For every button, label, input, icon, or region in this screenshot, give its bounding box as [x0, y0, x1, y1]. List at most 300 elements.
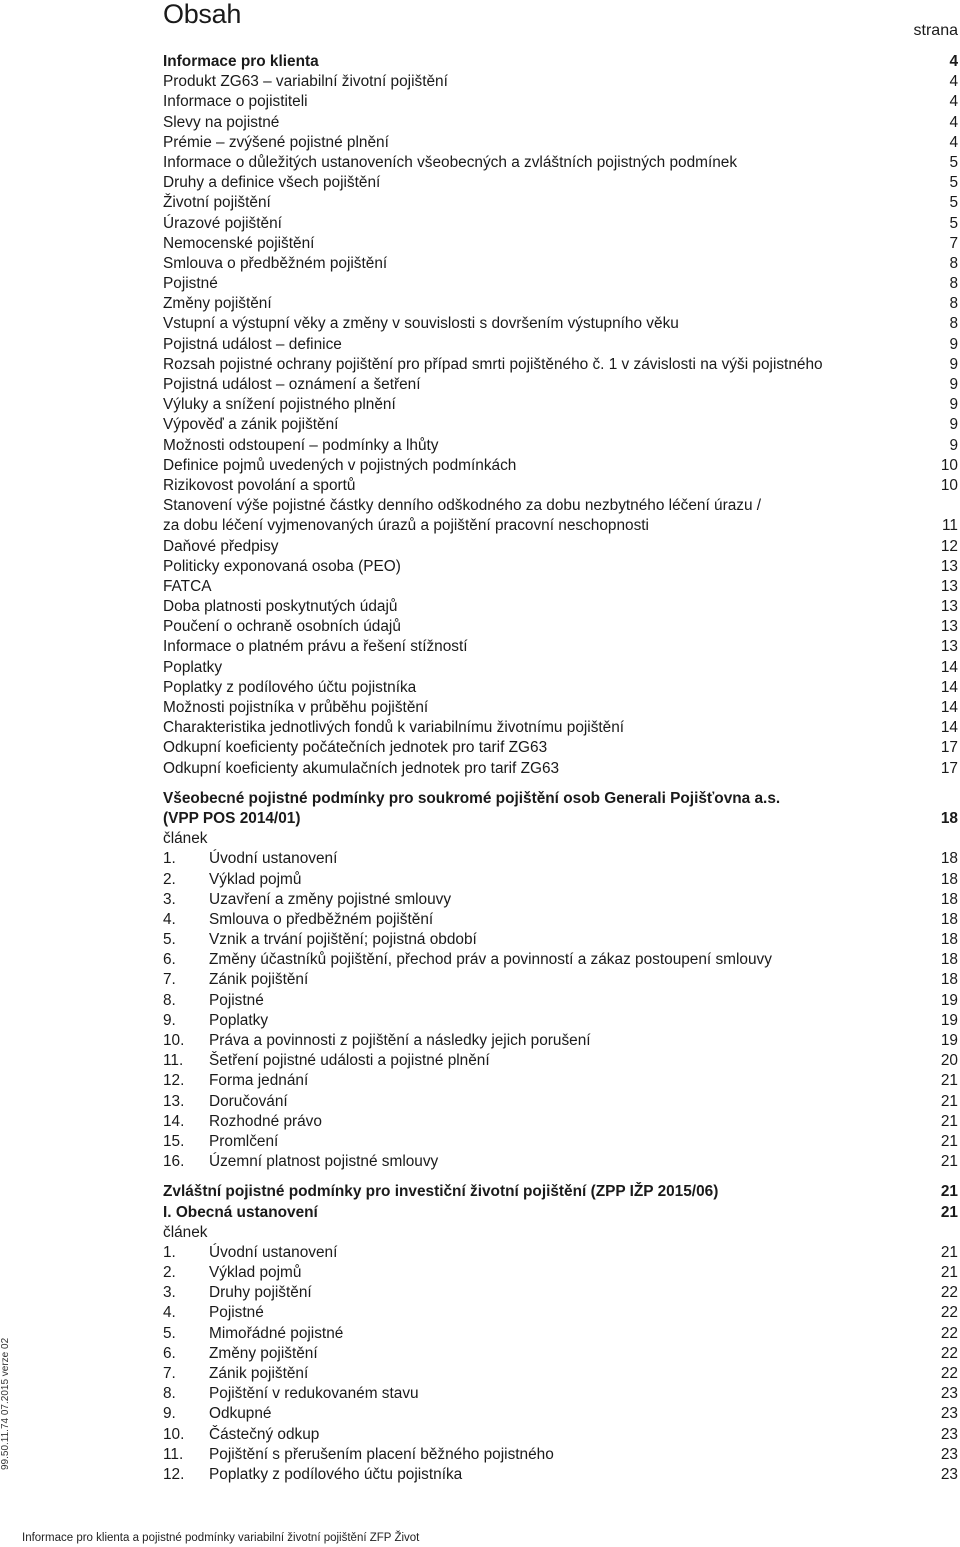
article-number: 16. — [163, 1153, 185, 1171]
toc-entry-text: Pojistné — [209, 1304, 264, 1322]
toc-entry — [163, 1283, 958, 1303]
toc-entry-title — [163, 950, 931, 970]
toc-entry-title — [163, 153, 939, 173]
article-number: 7. — [163, 1365, 176, 1382]
page-number: 22 — [940, 1365, 958, 1382]
page-number: 18 — [940, 870, 958, 888]
article-number: 15. — [163, 1132, 185, 1150]
toc-entry-text: Mimořádné pojistné — [209, 1324, 344, 1342]
toc-entry-text: Pojištění v redukovaném stavu — [209, 1385, 419, 1403]
toc-entry-text: Daňové předpisy — [163, 537, 279, 555]
page-number: 14 — [940, 658, 958, 676]
toc-entry-title — [163, 557, 931, 577]
toc-entry-text: Uzavření a změny pojistné smlouvy — [209, 890, 452, 908]
toc-entry-text: Druhy a definice všech pojištění — [163, 174, 381, 192]
toc-entry-title — [163, 254, 939, 274]
article-number: 3. — [163, 890, 176, 908]
toc-entry-text: Územní platnost pojistné smlouvy — [209, 1153, 439, 1171]
page-number: 18 — [940, 910, 958, 928]
toc-entry — [163, 254, 958, 274]
page-number: 9 — [949, 376, 958, 393]
toc-entry-title — [163, 516, 932, 536]
toc-entry-title — [163, 214, 939, 234]
toc-entry — [163, 294, 958, 314]
toc-entry-title — [163, 173, 939, 193]
article-number: 4. — [163, 1304, 176, 1322]
toc-entry — [163, 355, 958, 375]
section-heading-text: Všeobecné pojistné podmínky pro soukromé pojištění osob Generali Pojišťovna a.s. — [163, 789, 781, 807]
page-number: 18 — [940, 951, 958, 969]
toc-entry — [163, 759, 958, 779]
section-heading — [163, 809, 958, 829]
article-number: 11. — [163, 1445, 184, 1463]
toc-entry-text: Pojistné — [209, 991, 264, 1009]
toc-entry-title — [163, 738, 931, 758]
toc-entry-text: FATCA — [163, 577, 212, 595]
toc-entry-title — [163, 1152, 931, 1172]
toc-entry-text: Změny účastníků pojištění, přechod práv a povinností a zákaz postoupení smlouvy — [209, 951, 772, 969]
page-number: 23 — [940, 1445, 958, 1463]
toc-entry-title — [163, 1465, 931, 1485]
toc-entry — [163, 557, 958, 577]
toc-entry-title — [163, 133, 939, 153]
toc-entry — [163, 496, 958, 516]
section-heading-text: (VPP POS 2014/01) — [163, 809, 301, 827]
toc-entry-text: Informace o důležitých ustanoveních všeobecných a zvláštních pojistných podmínek — [163, 153, 738, 171]
article-number: 10. — [163, 1032, 185, 1049]
section-heading — [163, 789, 958, 809]
article-number: 12. — [163, 1465, 185, 1483]
toc-entry-text: Výklad pojmů — [209, 1264, 302, 1282]
page-number: 21 — [940, 1203, 958, 1221]
page-number: 4 — [949, 133, 958, 151]
article-number: 2. — [163, 1264, 176, 1282]
article-number: 13. — [163, 1092, 185, 1110]
page-number: 22 — [940, 1324, 958, 1342]
toc-entry — [163, 92, 958, 112]
toc-entry-title — [163, 335, 939, 355]
page-number: 20 — [940, 1052, 958, 1070]
toc-entry-text: Politicky exponovaná osoba (PEO) — [163, 557, 401, 575]
toc-entry-text: Poučení o ochraně osobních údajů — [163, 618, 401, 636]
toc-entry — [163, 1344, 958, 1364]
toc-entry-title — [163, 1445, 931, 1465]
article-label-text: článek — [163, 830, 208, 848]
toc-entry — [163, 870, 958, 890]
page-number: 10 — [940, 476, 958, 494]
toc-entry — [163, 991, 958, 1011]
toc-entry-text: Pojištění s přerušením placení běžného pojistného — [209, 1445, 554, 1463]
toc-entry-title — [163, 92, 939, 112]
toc-entry-title — [163, 234, 939, 254]
toc-entry-title — [163, 991, 931, 1011]
toc-entry — [163, 395, 958, 415]
page-number: 18 — [940, 850, 958, 868]
page-number: 19 — [940, 991, 958, 1009]
article-number: 7. — [163, 971, 176, 989]
toc-entry-title — [163, 294, 939, 314]
page-number: 18 — [940, 971, 958, 989]
toc-entry-title — [163, 415, 939, 435]
toc-entry — [163, 516, 958, 536]
toc-entry-title — [163, 1071, 931, 1091]
toc-entry — [163, 910, 958, 930]
toc-entry-text: Druhy pojištění — [209, 1284, 312, 1302]
toc-entry — [163, 738, 958, 758]
page-number: 21 — [940, 1153, 958, 1171]
article-number: 10. — [163, 1425, 185, 1443]
toc-entry-text: Výluky a snížení pojistného plnění — [163, 396, 396, 414]
toc-entry — [163, 72, 958, 92]
toc-entry-title — [163, 355, 939, 375]
toc-entry-title — [163, 193, 939, 213]
toc-entry — [163, 637, 958, 657]
page-number: 8 — [949, 295, 958, 313]
toc-entry — [163, 415, 958, 435]
page-number: 13 — [940, 618, 958, 636]
article-number: 8. — [163, 991, 176, 1009]
page-number: 21 — [940, 1243, 958, 1261]
toc-section — [163, 1182, 958, 1485]
toc-entry — [163, 1243, 958, 1263]
toc-entry-title — [163, 970, 931, 990]
toc-entry-text: Informace o pojistiteli — [163, 93, 308, 111]
page-number: 9 — [949, 416, 958, 434]
toc-entry-text: Životní pojištění — [163, 194, 271, 212]
toc-entry — [163, 1031, 958, 1051]
toc-entry — [163, 597, 958, 617]
page-number: 8 — [949, 315, 958, 333]
article-number: 5. — [163, 931, 176, 949]
toc-entry-text: Nemocenské pojištění — [163, 234, 315, 252]
page-number: 5 — [949, 153, 958, 171]
toc-entry-text: Charakteristika jednotlivých fondů k variabilnímu životnímu pojištění — [163, 719, 625, 737]
article-number: 3. — [163, 1284, 176, 1302]
section-heading-text: Zvláštní pojistné podmínky pro investiční životní pojištění (ZPP IŽP 2015/06) — [163, 1183, 719, 1201]
toc-entry-title — [163, 1364, 931, 1384]
toc-entry-text: Práva a povinnosti z pojištění a následky jejich porušení — [209, 1032, 591, 1049]
page-number: 19 — [940, 1011, 958, 1029]
toc-entry — [163, 476, 958, 496]
toc-entry — [163, 950, 958, 970]
toc-entry — [163, 617, 958, 637]
toc-entry — [163, 314, 958, 334]
toc-entry — [163, 718, 958, 738]
section-heading-text: I. Obecná ustanovení — [163, 1203, 318, 1221]
page-number: 14 — [940, 719, 958, 737]
toc-entry-title — [163, 890, 931, 910]
article-number: 1. — [163, 850, 176, 868]
toc-entry-text: Částečný odkup — [209, 1425, 320, 1443]
toc-entry-title — [163, 436, 939, 456]
toc-entry — [163, 1152, 958, 1172]
page-number: 4 — [949, 53, 958, 70]
article-label-text: článek — [163, 1223, 208, 1241]
toc-entry-text: Forma jednání — [209, 1072, 309, 1090]
toc-entry — [163, 173, 958, 193]
article-number: 6. — [163, 951, 176, 969]
page-number: 19 — [940, 1032, 958, 1049]
toc-entry — [163, 456, 958, 476]
toc-entry-text: Pojistná událost – oznámení a šetření — [163, 376, 421, 393]
toc-entry-text: Doba platnosti poskytnutých údajů — [163, 598, 398, 616]
toc-entry-text: Úrazové pojištění — [163, 214, 282, 232]
article-number: 8. — [163, 1385, 176, 1403]
toc-entry-text: Poplatky — [163, 658, 223, 676]
toc-entry — [163, 890, 958, 910]
toc-entry-title — [163, 1404, 931, 1424]
toc-entry-text: Odkupné — [209, 1405, 272, 1423]
toc-entry-text: Šetření pojistné události a pojistné plnění — [209, 1052, 490, 1070]
toc-entry-title — [163, 1011, 931, 1031]
page-number: 23 — [940, 1465, 958, 1483]
toc-entry — [163, 153, 958, 173]
toc-entry — [163, 335, 958, 355]
page-number: 18 — [940, 890, 958, 908]
page-number: 5 — [949, 194, 958, 212]
toc-entry-title — [163, 395, 939, 415]
page-number: 9 — [949, 436, 958, 454]
toc-entry-text: Vstupní a výstupní věky a změny v souvislosti s dovršením výstupního věku — [163, 315, 679, 333]
table-of-contents — [163, 52, 958, 1495]
page-number: 9 — [949, 355, 958, 373]
toc-entry — [163, 849, 958, 869]
toc-entry-title — [163, 930, 931, 950]
page-column-label: strana — [913, 22, 958, 39]
toc-entry-text: Prémie – zvýšené pojistné plnění — [163, 133, 389, 151]
page-number: 8 — [949, 254, 958, 272]
toc-entry — [163, 274, 958, 294]
toc-entry-text: Rizikovost povolání a sportů — [163, 476, 356, 494]
toc-entry-title — [163, 617, 931, 637]
toc-entry-text: Úvodní ustanovení — [209, 1243, 338, 1261]
toc-entry — [163, 1112, 958, 1132]
toc-entry — [163, 193, 958, 213]
page-number: 17 — [940, 759, 958, 777]
toc-entry-title — [163, 375, 939, 395]
page-number: 5 — [949, 174, 958, 192]
article-number: 4. — [163, 910, 176, 928]
toc-entry — [163, 1132, 958, 1152]
page-number: 22 — [940, 1304, 958, 1322]
toc-entry — [163, 577, 958, 597]
toc-entry-title — [163, 1303, 931, 1323]
toc-entry — [163, 1364, 958, 1384]
toc-entry-title — [163, 314, 939, 334]
article-number: 9. — [163, 1011, 176, 1029]
page-number: 10 — [940, 456, 958, 474]
page-number: 21 — [940, 1132, 958, 1150]
toc-entry-text: Pojistná událost – definice — [163, 335, 342, 353]
article-number: 11. — [163, 1052, 184, 1070]
toc-entry — [163, 1384, 958, 1404]
toc-entry-text: Promlčení — [209, 1132, 279, 1150]
toc-entry-text: Pojistné — [163, 275, 218, 293]
toc-entry-title — [163, 496, 948, 516]
toc-entry-text: Stanovení výše pojistné částky denního odškodného za dobu nezbytného léčení úrazu / — [163, 497, 762, 515]
page-number: 11 — [942, 517, 958, 535]
toc-entry-text: Smlouva o předběžném pojištění — [163, 254, 388, 272]
toc-entry — [163, 375, 958, 395]
toc-entry-text: Rozsah pojistné ochrany pojištění pro případ smrti pojištěného č. 1 v závislosti na výši pojistného — [163, 355, 823, 373]
toc-entry-title — [163, 637, 931, 657]
toc-entry — [163, 1071, 958, 1091]
toc-entry-text: Zánik pojištění — [209, 971, 309, 989]
toc-entry-title — [163, 1324, 931, 1344]
toc-entry-title — [163, 1384, 931, 1404]
toc-entry-title — [163, 678, 931, 698]
toc-entry-text: Změny pojištění — [163, 295, 272, 313]
toc-entry-text: Možnosti odstoupení – podmínky a lhůty — [163, 436, 439, 454]
page-number: 23 — [940, 1385, 958, 1403]
toc-entry-text: Úvodní ustanovení — [209, 850, 338, 868]
toc-entry — [163, 970, 958, 990]
page-number: 4 — [949, 113, 958, 131]
section-heading-text: Informace pro klienta — [163, 53, 319, 70]
article-number: 9. — [163, 1405, 176, 1423]
toc-entry-text: Výpověď a zánik pojištění — [163, 416, 339, 434]
toc-entry — [163, 1303, 958, 1323]
page-number: 13 — [940, 557, 958, 575]
toc-entry-title — [163, 910, 931, 930]
toc-entry — [163, 1011, 958, 1031]
page-number: 22 — [940, 1344, 958, 1362]
toc-entry — [163, 930, 958, 950]
toc-entry-title — [163, 1132, 931, 1152]
toc-entry-text: Výklad pojmů — [209, 870, 302, 888]
toc-entry — [163, 214, 958, 234]
page-number: 4 — [949, 93, 958, 111]
toc-entry-text: Poplatky — [209, 1011, 269, 1029]
page-number: 13 — [940, 638, 958, 656]
toc-entry-title — [163, 870, 931, 890]
toc-entry-title — [163, 597, 931, 617]
toc-entry — [163, 113, 958, 133]
toc-entry — [163, 234, 958, 254]
toc-entry — [163, 1425, 958, 1445]
toc-entry-text: Definice pojmů uvedených v pojistných podmínkách — [163, 456, 517, 474]
section-heading — [163, 1182, 958, 1202]
article-number: 1. — [163, 1243, 176, 1261]
toc-entry-title — [163, 1031, 931, 1051]
toc-entry-title — [163, 849, 931, 869]
toc-entry — [163, 698, 958, 718]
toc-entry-text: Rozhodné právo — [209, 1112, 322, 1130]
toc-entry-text: za dobu léčení vyjmenovaných úrazů a pojištění pracovní neschopnosti — [163, 517, 649, 535]
page-number: 8 — [949, 275, 958, 293]
toc-entry-text: Vznik a trvání pojištění; pojistná období — [209, 931, 477, 949]
toc-entry-text: Změny pojištění — [209, 1344, 318, 1362]
toc-entry — [163, 1263, 958, 1283]
toc-entry — [163, 537, 958, 557]
page-number: 23 — [940, 1425, 958, 1443]
page-number: 13 — [940, 577, 958, 595]
toc-entry-text: Zánik pojištění — [209, 1365, 309, 1382]
article-label — [163, 829, 958, 849]
page-number: 4 — [949, 73, 958, 91]
toc-entry-title — [163, 476, 931, 496]
toc-entry-text: Produkt ZG63 – variabilní životní pojištění — [163, 73, 448, 91]
page-number: 21 — [940, 1264, 958, 1282]
page-number: 13 — [940, 598, 958, 616]
toc-entry-title — [163, 537, 931, 557]
toc-entry-title — [163, 274, 939, 294]
toc-entry — [163, 1465, 958, 1485]
page-number: 17 — [940, 739, 958, 757]
footer-text: Informace pro klienta a pojistné podmínky variabilní životní pojištění ZFP Život — [22, 1532, 420, 1544]
section-heading — [163, 1203, 958, 1223]
page-number: 21 — [940, 1183, 958, 1201]
toc-entry-title — [163, 577, 931, 597]
page-number: 21 — [940, 1072, 958, 1090]
toc-entry-text: Slevy na pojistné — [163, 113, 280, 131]
page-number: 23 — [940, 1405, 958, 1423]
page-number: 14 — [940, 699, 958, 716]
page-number: 21 — [940, 1112, 958, 1130]
article-number: 2. — [163, 870, 176, 888]
article-label — [163, 1223, 958, 1243]
toc-entry-title — [163, 658, 931, 678]
toc-entry-title — [163, 1283, 931, 1303]
toc-entry-title — [163, 1051, 931, 1071]
toc-section — [163, 52, 958, 779]
toc-entry-title — [163, 72, 939, 92]
toc-entry-title — [163, 456, 931, 476]
toc-entry — [163, 1324, 958, 1344]
toc-entry-title — [163, 1243, 931, 1263]
toc-entry-title — [163, 1425, 931, 1445]
article-number: 12. — [163, 1072, 185, 1090]
toc-entry-title — [163, 113, 939, 133]
toc-entry — [163, 1445, 958, 1465]
toc-entry-text: Smlouva o předběžném pojištění — [209, 910, 434, 928]
page-number: 22 — [940, 1284, 958, 1302]
page-number: 9 — [949, 396, 958, 414]
side-code: 99.50.11.74 07.2015 verze 02 — [0, 1337, 11, 1470]
section-heading — [163, 52, 958, 72]
page-number: 21 — [940, 1092, 958, 1110]
toc-entry-title — [163, 1263, 931, 1283]
toc-entry-title — [163, 1112, 931, 1132]
article-number: 14. — [163, 1112, 185, 1130]
page-number: 18 — [940, 931, 958, 949]
toc-entry-text: Poplatky z podílového účtu pojistníka — [163, 678, 417, 696]
toc-entry-title — [163, 698, 931, 718]
toc-entry-text: Doručování — [209, 1092, 288, 1110]
toc-entry-text: Informace o platném právu a řešení stížností — [163, 638, 468, 656]
toc-entry-title — [163, 1344, 931, 1364]
toc-entry — [163, 133, 958, 153]
toc-entry-text: Možnosti pojistníka v průběhu pojištění — [163, 699, 429, 716]
toc-entry — [163, 658, 958, 678]
toc-entry — [163, 436, 958, 456]
toc-entry — [163, 1404, 958, 1424]
toc-entry-title — [163, 718, 931, 738]
page-number: 12 — [940, 537, 958, 555]
toc-entry — [163, 1092, 958, 1112]
page-number: 9 — [949, 335, 958, 353]
toc-entry-title — [163, 759, 931, 779]
toc-entry-title — [163, 1092, 931, 1112]
article-number: 5. — [163, 1324, 176, 1342]
page-number: 5 — [949, 214, 958, 232]
toc-entry — [163, 678, 958, 698]
toc-entry-text: Odkupní koeficienty počátečních jednotek pro tarif ZG63 — [163, 739, 548, 757]
page-title: Obsah — [163, 0, 242, 29]
page-number: 18 — [940, 809, 958, 827]
toc-section — [163, 789, 958, 1173]
toc-entry-text: Poplatky z podílového účtu pojistníka — [209, 1465, 463, 1483]
